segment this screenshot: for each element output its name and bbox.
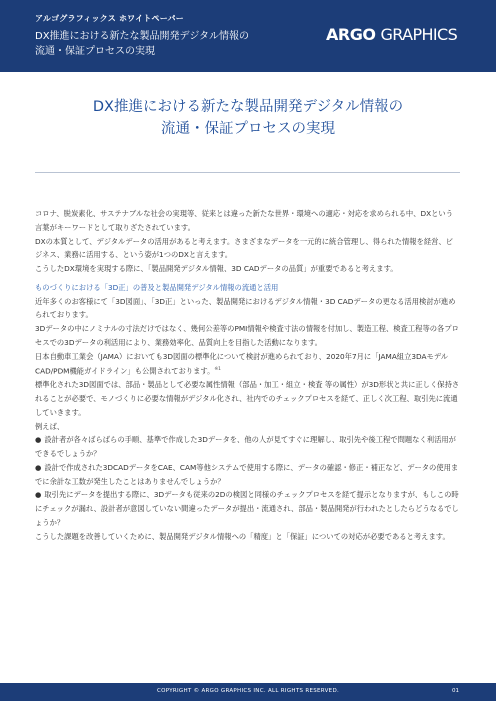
intro-paragraph-3: こうしたDX環境を実現する際に、「製品開発デジタル情報、3D CADデータの品質」が重要であると考えます。	[35, 264, 398, 273]
bullet-dot-icon: ●	[35, 490, 42, 500]
header-title-line2: 流通・保証プロセスの実現	[35, 46, 155, 57]
footer-band	[0, 683, 496, 701]
header-title-line1: DX推進における新たな製品開発デジタル情報の	[35, 31, 249, 42]
intro-paragraph-1: コロナ、脱炭素化、サステナブルな社会の実現等、従来とは違った新たな世界・環境への適応・対応を求められる中、DXという言葉がキーワードとして取りざたされています。	[35, 209, 453, 232]
title-divider	[35, 172, 460, 173]
page-title-line2: 流通・保証プロセスの実現	[161, 121, 335, 137]
header-title	[35, 29, 249, 59]
logo-argo-text: ARGO	[326, 25, 376, 44]
section-heading: ものづくりにおける「3D正」の普及と製品開発デジタル情報の流通と活用	[35, 282, 279, 292]
page-title	[0, 96, 496, 140]
footnote-marker: ※1	[214, 367, 222, 373]
section-paragraph-3	[35, 350, 460, 379]
bullet-text: 設計で作成された3DCADデータをCAE、CAM等他システムで使用する際に、データの確認・修正・補正など、データの使用までに余計な工数が発生したことはありませんでしょうか？	[35, 462, 459, 486]
bullet-item	[35, 461, 460, 489]
bullet-text: 取引先にデータを提出する際に、3Dデータも従来の2Dの検図と同様のチェックプロセスを経て提示となりますが、もしこの時にチェックが漏れ、設計者が意図していない間違ったデータが提出・流通され、部品・製品開発が行われたとしたらどうなるでしょうか？	[35, 490, 459, 527]
section-paragraph-2: 3Dデータの中にノミナルの寸法だけではなく、幾何公差等のPMI情報や検査寸法の情報を付加し、製造工程、検査工程等の各プロセスでの3Dデータの利活用により、業務効率化、品質向上を目指した活動になります。	[35, 324, 459, 347]
header-band	[0, 0, 496, 72]
body-text	[35, 207, 460, 543]
logo-graphics-text: GRAPHICS	[380, 25, 458, 44]
copyright-notice: COPYRIGHT © ARGO GRAPHICS INC. ALL RIGHTS RESERVED.	[156, 688, 340, 694]
section-paragraph-4: 標準化された3D図面では、部品・製品として必要な属性情報（部品・加工・組立・検査 等の属性）が3D形状と共に正しく保持されることが必要で、モノづくりに必要な情報がデジタル化され、社内でのチェックプロセスを経て、正しく次工程、取引先に流通していきます。	[35, 380, 460, 417]
page-title-line1: DX推進における新たな製品開発デジタル情報の	[92, 99, 404, 115]
jama-sentence: 日本自動車工業会（JAMA）においても3D図面の標準化について検討が進められており、2020年7月に「JAMA組立3DAモデルCAD/PDM機能ガイドライン」も公開されております。	[35, 351, 449, 376]
bullet-item	[35, 488, 460, 529]
intro-paragraph-2: DXの本質として、デジタルデータの活用があると考えます。さまざまなデータを一元的に統合管理し、得られた情報を経営、ビジネス、業務に活用する、という姿が1つのDXと言えます。	[35, 236, 454, 260]
bullet-dot-icon: ●	[35, 462, 42, 472]
bullet-text: 設計者が各々ばらばらの手順、基準で作成した3Dデータを、他の人が見てすぐに理解し、取引先や後工程で問題なく利活用ができるでしょうか？	[35, 435, 456, 459]
bullet-dot-icon: ●	[35, 435, 42, 445]
closing-paragraph: こうした課題を改善していくために、製品開発デジタル情報への「精度」と「保証」についての対応が必要であると考えます。	[35, 531, 450, 541]
section-paragraph-5: 例えば、	[35, 421, 65, 431]
section-paragraph-1: 近年多くのお客様にて「3D図面」、「3D正」といった、製品開発におけるデジタル情報・3D CADデータの更なる活用検討が進められております。	[35, 296, 456, 320]
page-number: 01	[452, 688, 459, 694]
argo-graphics-logo	[326, 27, 457, 43]
series-label: アルゴグラフィックス ホワイトペーパー	[35, 14, 184, 23]
bullet-item	[35, 433, 460, 461]
